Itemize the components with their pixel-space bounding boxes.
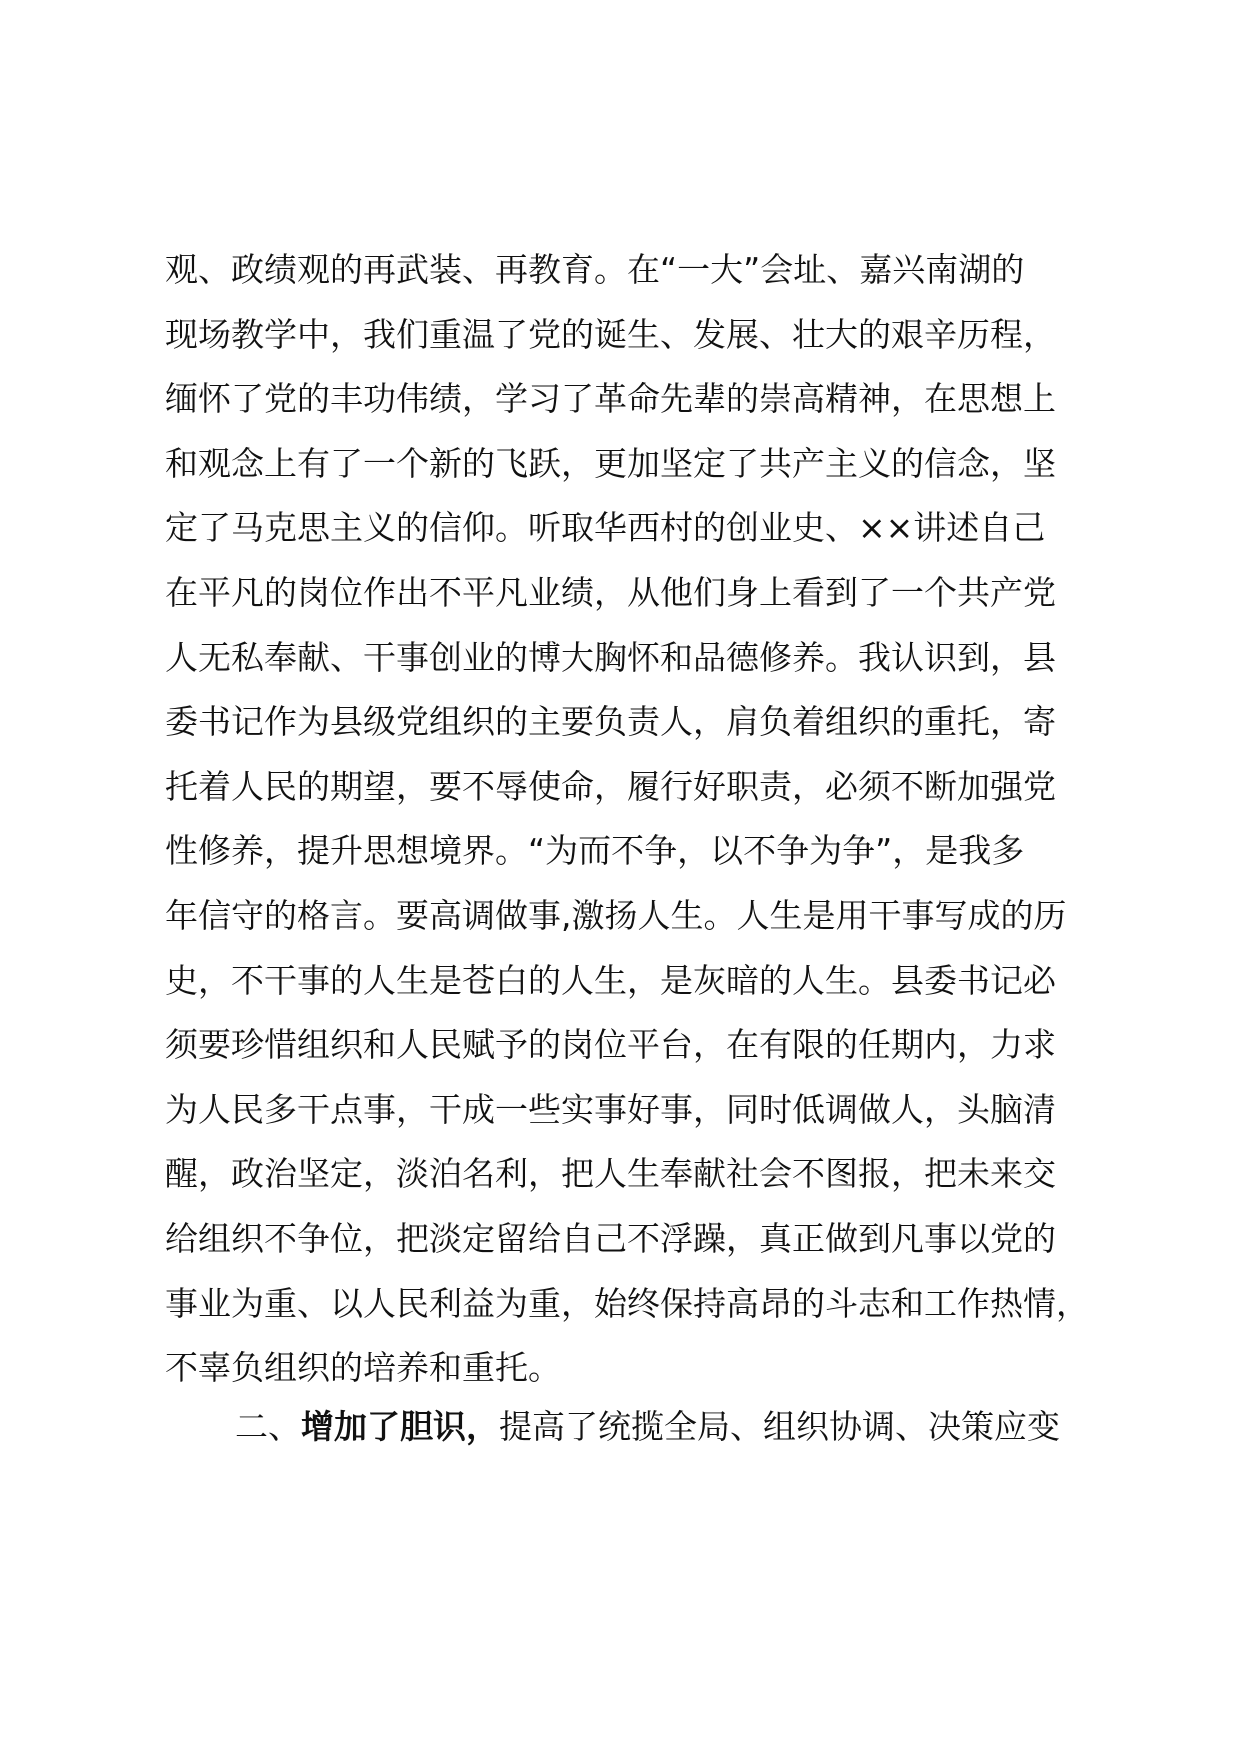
paragraph-line: 年信守的格言。要高调做事,激扬人生。人生是用干事写成的历	[165, 895, 1067, 935]
section-heading-bold: 增加了胆识，	[301, 1407, 499, 1446]
section-number: 二、	[235, 1407, 301, 1446]
paragraph-line: 在平凡的岗位作出不平凡业绩，从他们身上看到了一个共产党	[165, 572, 1056, 612]
paragraph-line: 不辜负组织的培养和重托。	[165, 1348, 561, 1388]
paragraph-line: 史，不干事的人生是苍白的人生，是灰暗的人生。县委书记必	[165, 960, 1056, 1000]
paragraph-line: 给组织不争位，把淡定留给自己不浮躁，真正做到凡事以党的	[165, 1218, 1056, 1258]
paragraph-line: 事业为重、以人民利益为重，始终保持高昂的斗志和工作热情，	[165, 1283, 1089, 1323]
paragraph-line: 缅怀了党的丰功伟绩，学习了革命先辈的崇高精神，在思想上	[165, 379, 1056, 419]
paragraph-line: 醒，政治坚定，淡泊名利，把人生奉献社会不图报，把未来交	[165, 1154, 1056, 1194]
body-paragraph	[165, 238, 1125, 1401]
paragraph-line: 定了马克思主义的信仰。听取华西村的创业史、××讲述自己	[165, 508, 1046, 548]
paragraph-line: 人无私奉献、干事创业的博大胸怀和品德修养。我认识到，县	[165, 637, 1056, 677]
section-heading-rest: 提高了统揽全局、组织协调、决策应变	[499, 1407, 1060, 1446]
paragraph-line: 性修养，提升思想境界。“为而不争，以不争为争”，是我多	[165, 831, 1025, 871]
paragraph-line: 托着人民的期望，要不辱使命，履行好职责，必须不断加强党	[165, 766, 1056, 806]
section-heading	[235, 1395, 1060, 1459]
paragraph-line: 观、政绩观的再武装、再教育。在“一大”会址、嘉兴南湖的	[165, 250, 1025, 289]
paragraph-line: 和观念上有了一个新的飞跃，更加坚定了共产主义的信念，坚	[165, 443, 1056, 483]
paragraph-line: 委书记作为县级党组织的主要负责人，肩负着组织的重托，寄	[165, 702, 1056, 742]
paragraph-line: 须要珍惜组织和人民赋予的岗位平台，在有限的任期内，力求	[165, 1025, 1056, 1065]
paragraph-line: 为人民多干点事，干成一些实事好事，同时低调做人，头脑清	[165, 1089, 1056, 1129]
paragraph-line: 现场教学中，我们重温了党的诞生、发展、壮大的艰辛历程，	[165, 314, 1056, 354]
